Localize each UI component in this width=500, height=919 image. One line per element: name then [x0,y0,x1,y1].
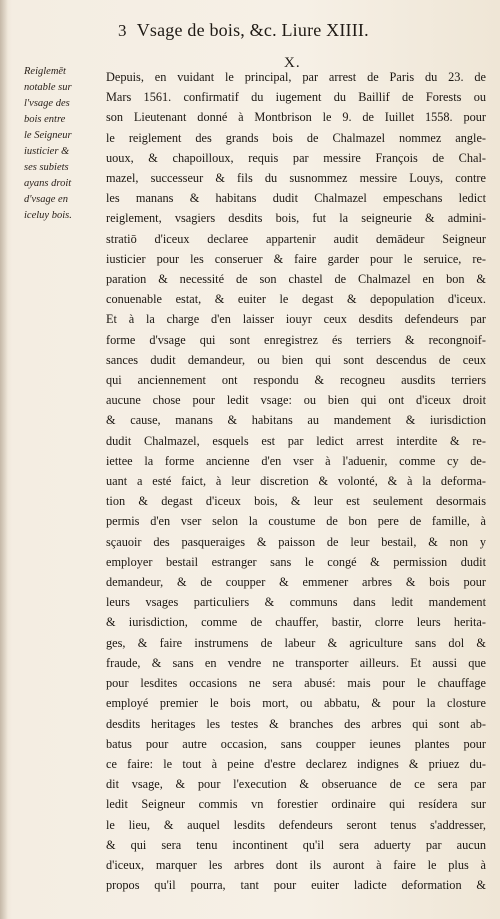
margin-note-line: notable sur [24,82,72,93]
text-line: iettee la forme ancienne d'en vser à l'aduenir, comme cy de- [106,453,486,468]
text-line: aucune chose pour ledit vsage: ou bien qui ont d'iceux droit [106,393,486,408]
text-line: propos qu'il pourra, tant pour euiter ladicte deformation & [106,878,486,893]
text-line: & qui sera tenu incontinent qu'il sera aduerty par aucun [106,837,486,852]
margin-note-line: iusticier & [24,146,70,157]
text-line: iusticier pour les conseruer & faire garder pour le seruice, re- [106,251,486,266]
text-line: & iurisdiction, comme de chauffer, bastir, clorre leurs herita- [106,615,486,630]
margin-note-line: d'vsage en [24,194,68,205]
text-line: employer bestail estranger sans le congé & permission dudit [106,554,486,569]
spine-shadow [0,0,8,919]
text-line: Depuis, en vuidant le principal, par arrest de Paris du 23. de [106,70,486,84]
text-line: d'iceux, marquer les arbres dont ils auront à faire le plus à [106,857,486,872]
margin-note-line: ayans droit [24,178,72,189]
running-head [118,20,448,42]
text-line: ges, & faire instrumens de labeur & agriculture sans dol & [106,635,486,650]
text-line: sçauoir des pasqueraiges & paisson de leur bestail, & non y [106,534,486,549]
margin-note-line: bois entre [24,114,66,125]
margin-note-line: Reiglemēt [24,66,66,77]
text-line: qui anciennement ont respondu & recogneu ausdits terriers [106,373,486,388]
text-line: leurs vsages particuliers & communs dans ledit mandement [106,595,486,610]
body-text [106,67,486,895]
margin-note-line: ses subiets [24,162,69,173]
margin-note-line: le Seigneur [24,130,72,141]
text-line: dit vsage, & pour l'execution & obseruance de ce sera par [106,777,486,792]
text-line: les manans & habitans dudit Chalmazel empeschans ledict [106,191,486,206]
text-line: le lieu, & auquel lesdits defendeurs seront tenus s'addresser, [106,817,486,832]
text-line: sances dudit demandeur, ou bien qui sont descendus de ceux [106,352,486,367]
text-line: Et à la charge d'en laisser iouyr ceux desdits defendeurs par [106,312,486,327]
margin-note [24,64,100,224]
text-line: conuenable estat, & euiter le degast & depopulation d'iceux. [106,292,486,307]
text-line: & cause, manans & habitans au mandement & iurisdiction [106,413,486,428]
text-line: pour lesdites occasions ne sera abusé: mais pour le chauffage [106,676,486,691]
text-line: ce faire: le tout à peine d'estre declarez indignes & priuez du- [106,756,486,771]
text-line: forme d'vsage qui sont enregistrez és terriers & recongnoif- [106,332,486,347]
text-line: desdits heritages les testes & branches des arbres qui sont ab- [106,716,486,731]
section-number: X. [284,55,301,71]
text-line: demandeur, & de coupper & emmener arbres & bois pour [106,575,486,590]
running-title: Vsage de bois, &c. Liure XIIII. [136,20,369,40]
text-line: paration & necessité de son chastel de Chalmazel en bon & [106,272,486,287]
text-line: uoux, & chapoilloux, requis par messire François de Chal- [106,150,486,165]
text-line: dudit Chalmazel, esquels est par ledict arrest interdite & re- [106,433,486,448]
text-line: mazel, successeur & fils du susnommez messire Louys, contre [106,171,486,186]
text-line: tion & degast d'iceux bois, & leur est seulement desormais [106,494,486,509]
text-line: Mars 1561. confirmatif du iugement du Baillif de Forests ou [106,90,486,105]
text-line: reiglement, vsagiers desdits bois, fut la seigneurie & admini- [106,211,486,226]
text-line: ledit Seigneur commis vn forestier ordinaire qui resídera sur [106,797,486,812]
text-line: uant a esté faict, à leur discretion & volonté, & à la deforma- [106,474,486,489]
folio-number: 3 [118,21,127,40]
text-line: batus pour autre occasion, sans coupper ieunes plantes pour [106,736,486,751]
text-line: son Lieutenant donné à Montbrison le 9. de Iuillet 1558. pour [106,110,486,125]
text-line: fraude, & sans en vendre ne transporter ailleurs. Et aussi que [106,655,486,670]
margin-note-line: l'vsage des [24,98,70,109]
text-line: le reiglement des grands bois de Chalmazel nommez angle- [106,130,486,145]
text-line: stratiō d'iceux declaree appartenir audit demādeur Seigneur [106,231,486,246]
text-line: permis d'en vser selon la coustume de bon pere de famille, à [106,514,486,529]
text-line: employé premier le bois mort, ou abbatu, & pour la closture [106,696,486,711]
margin-note-line: iceluy bois. [24,210,72,221]
